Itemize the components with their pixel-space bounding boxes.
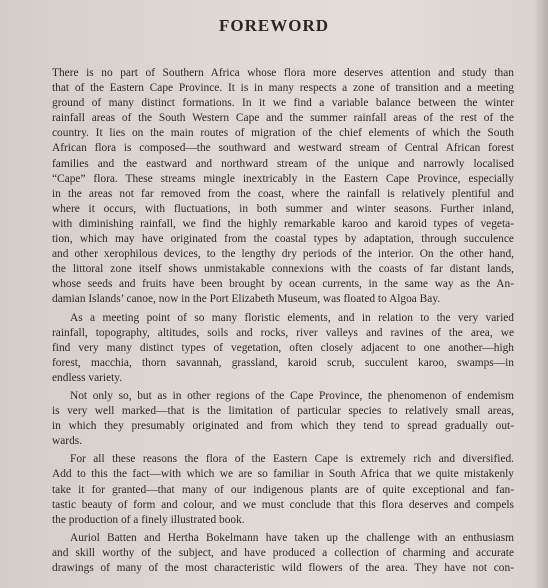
text-line: rainfall areas of the South Western Cape and the summer rainfall areas of the rest of the <box>52 112 514 125</box>
text-line: As a meeting point of so many floristic elements, and in relation to the very varied <box>70 311 514 324</box>
text-line: drawings of many of the most characteristic wild flowers of the area. They have not con- <box>52 562 514 574</box>
text-line: rainfall, topography, altitudes, soils and rocks, river valleys and ravines of the area, we <box>52 326 514 339</box>
paragraph <box>52 452 514 527</box>
text-line: ground of many distinct formations. In it we find a variable balance between the winter <box>52 97 514 110</box>
paragraph <box>52 311 514 386</box>
text-line: the production of a finely illustrated book. <box>52 513 245 526</box>
text-line: and other xerophilous devices, to the lengthy dry periods of the interior. On the other hand, <box>52 248 514 261</box>
text-line: African flora is composed—the southward and westward stream of Central African forest <box>52 142 514 155</box>
paragraph <box>52 389 514 449</box>
text-line: tastic beauty of form and colour, and we must conclude that this flora deserves and compels <box>52 498 514 511</box>
text-line: country. It lies on the main routes of migration of the chief elements of which the South <box>52 127 514 140</box>
text-line: in which they presumably originated and from which they tend to spread gradually out- <box>52 420 514 433</box>
text-line: “Cape” flora. These streams mingle inextricably in the Eastern Cape Province, especially <box>52 172 514 185</box>
text-line: Add to this the fact—with which we are so familiar in South Africa that we quite mistakenly <box>52 468 514 481</box>
text-line: in the areas not far removed from the coast, where the rainfall is relatively plentiful and <box>52 187 514 200</box>
paragraph <box>52 531 514 576</box>
text-line: is very well marked—that is the limitation of particular species to relatively small areas, <box>52 405 514 418</box>
text-line: with diminishing rainfall, we find the highly remarkable karoo and karoid types of vegeta- <box>52 217 514 230</box>
text-line: families and the eastward and northward stream of the unique and narrowly localised <box>52 157 514 170</box>
text-line: take it for granted—that many of our indigenous plants are of quite exceptional and fan- <box>52 483 514 496</box>
text-line: find very many distinct types of vegetation, often closely adjacent to one another—high <box>52 341 514 354</box>
text-line: that of the Eastern Cape Province. It is in many respects a zone of transition and a meeting <box>52 82 514 95</box>
foreword-body <box>52 66 514 576</box>
text-line: Auriol Batten and Hertha Bokelmann have taken up the challenge with an enthusiasm <box>70 531 514 544</box>
text-line: where it occurs, with fluctuations, in both summer and winter seasons. Further inland, <box>52 202 514 215</box>
text-line: damian Islands’ canoe, now in the Port Elizabeth Museum, was floated to Algoa Bay. <box>52 293 441 306</box>
text-line: whose seeds and fruits have been brought by ocean currents, in the same way as the An- <box>52 278 514 291</box>
paragraph <box>52 66 514 308</box>
text-line: There is no part of Southern Africa whose flora more deserves attention and study than <box>52 67 514 79</box>
text-line: the littoral zone itself shows unmistakable connexions with the coasts of far distant lands, <box>52 263 514 276</box>
text-line: Not only so, but as in other regions of the Cape Province, the phenomenon of endemism <box>70 389 514 402</box>
text-line: and skill worthy of the subject, and have produced a collection of charming and accurate <box>52 546 514 559</box>
text-line: forest, macchia, thorn savannah, grassland, karoid scrub, succulent karoo, swamps—in <box>52 356 514 369</box>
page-title: FOREWORD <box>219 16 329 35</box>
text-line: tion, which may have originated from the coastal types by adaptation, through succulence <box>52 233 514 246</box>
text-line: endless variety. <box>52 371 123 384</box>
text-line: wards. <box>52 435 83 448</box>
text-line: For all these reasons the flora of the Eastern Cape is extremely rich and diversified. <box>70 453 514 466</box>
